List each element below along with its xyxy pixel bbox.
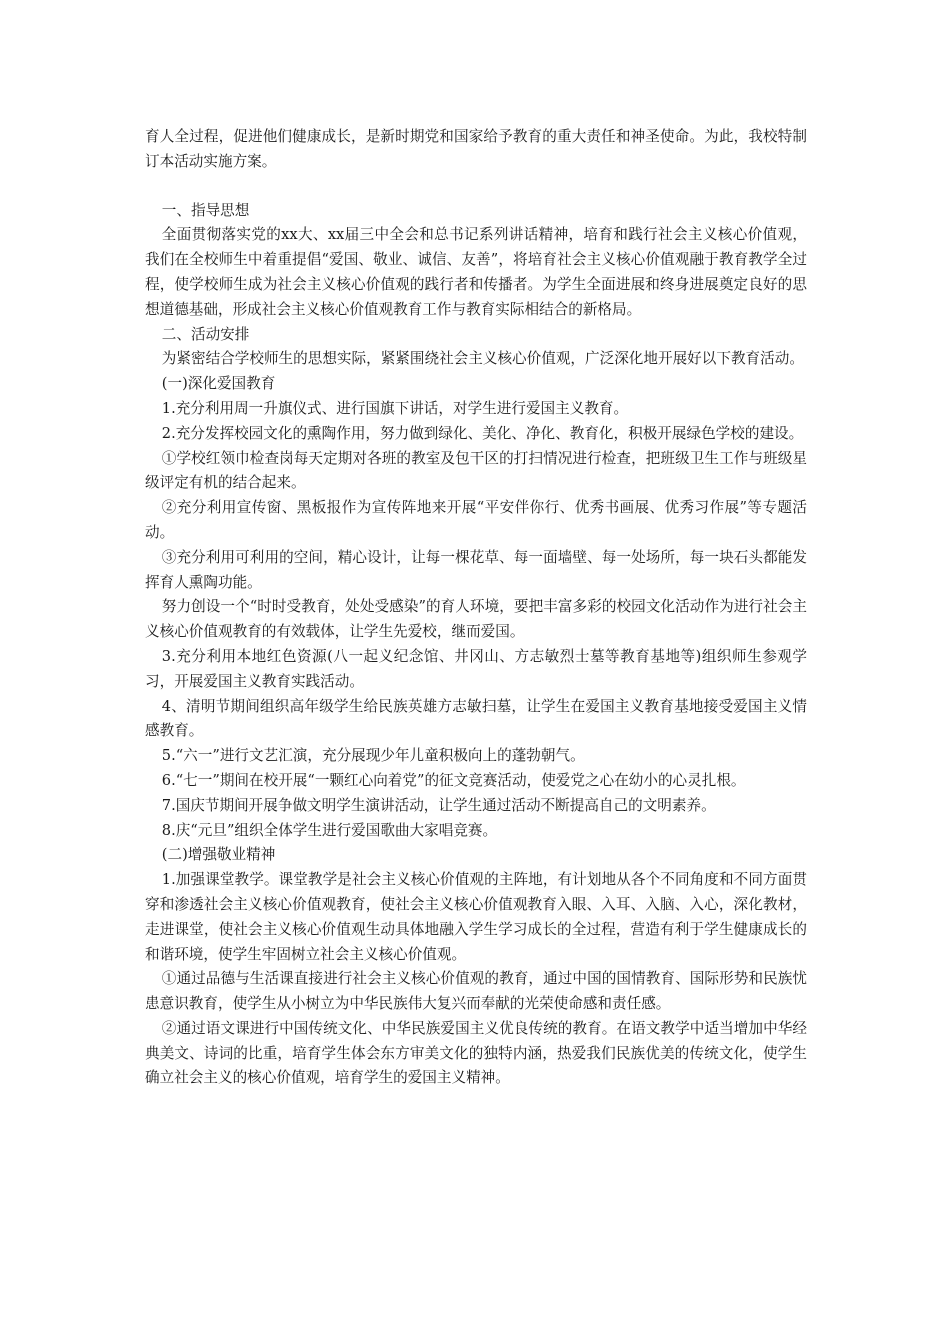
subheading-patriotic-education: (一)深化爱国教育 — [161, 375, 276, 393]
document-page — [145, 125, 807, 1091]
list-item: 3.充分利用本地红色资源(八一起义纪念馆、井冈山、方志敏烈士墓等教育基地等)组织师生参观学习，开展爱国主义教育实践活动。 — [145, 647, 807, 690]
paragraph: 全面贯彻落实党的xx大、xx届三中全会和总书记系列讲话精神，培育和践行社会主义核心价值观，我们在全校师生中着重提倡“爱国、敬业、诚信、友善”，将培育社会主义核心价值观融于教育教学全过程，使学校师生成为社会主义核心价值观的践行者和传播者。为学生全面进展和终身进展奠定良好的思想道德基础，形成社会主义核心价值观教育工作与教育实际相结合的新格局。 — [145, 226, 807, 318]
section-gap — [145, 175, 807, 199]
list-item: 8.庆“元旦”组织全体学生进行爱国歌曲大家唱竞赛。 — [161, 821, 498, 839]
list-item: ②充分利用宣传窗、黑板报作为宣传阵地来开展“平安伴你行、优秀书画展、优秀习作展”等专题活动。 — [145, 499, 807, 541]
intro-paragraph: 育人全过程，促进他们健康成长，是新时期党和国家给予教育的重大责任和神圣使命。为此，我校特制订本活动实施方案。 — [145, 128, 807, 170]
list-item: 6.“七一”期间在校开展“一颗红心向着党”的征文竞赛活动，使爱党之心在幼小的心灵扎根。 — [161, 771, 746, 789]
paragraph: 为紧密结合学校师生的思想实际，紧紧围绕社会主义核心价值观，广泛深化地开展好以下教育活动。 — [161, 350, 804, 368]
list-item: ②通过语文课进行中国传统文化、中华民族爱国主义优良传统的教育。在语文教学中适当增加中华经典美文、诗词的比重，培育学生体会东方审美文化的独特内涵，热爱我们民族优美的传统文化，使学生确立社会主义的核心价值观，培育学生的爱国主义精神。 — [145, 1019, 807, 1087]
list-item: 1.加强课堂教学。课堂教学是社会主义核心价值观的主阵地，有计划地从各个不同角度和不同方面贯穿和渗透社会主义核心价值观教育，使社会主义核心价值观教育入眼、入耳、入脑、入心，深化教材，走进课堂，使社会主义核心价值观生动具体地融入学生学习成长的全过程，营造有利于学生健康成长的和谐环境，使学生牢固树立社会主义核心价值观。 — [145, 871, 807, 963]
list-item: ①通过品德与生活课直接进行社会主义核心价值观的教育，通过中国的国情教育、国际形势和民族忧患意识教育，使学生从小树立为中华民族伟大复兴而奉献的光荣使命感和责任感。 — [145, 970, 807, 1013]
list-item: ③充分利用可利用的空间，精心设计，让每一棵花草、每一面墙壁、每一处场所，每一块石头都能发挥育人熏陶功能。 — [145, 548, 807, 591]
list-item: 1.充分利用周一升旗仪式、进行国旗下讲话，对学生进行爱国主义教育。 — [161, 399, 629, 417]
list-item: ①学校红领巾检查岗每天定期对各班的教室及包干区的打扫情况进行检查，把班级卫生工作与班级星级评定有机的结合起来。 — [145, 449, 807, 492]
list-item: 5.“六一”进行文艺汇演，充分展现少年儿童积极向上的蓬勃朝气。 — [161, 747, 585, 765]
paragraph: 努力创设一个“时时受教育，处处受感染”的育人环境，要把丰富多彩的校园文化活动作为进行社会主义核心价值观教育的有效载体，让学生先爱校，继而爱国。 — [145, 598, 807, 641]
list-item: 2.充分发挥校园文化的熏陶作用，努力做到绿化、美化、净化、教育化，积极开展绿色学校的建设。 — [161, 424, 804, 442]
heading-activity-arrangement: 二、活动安排 — [161, 325, 250, 343]
list-item: 4、清明节期间组织高年级学生给民族英雄方志敏扫墓，让学生在爱国主义教育基地接受爱国主义情感教育。 — [145, 697, 807, 740]
subheading-dedication: (二)增强敬业精神 — [161, 846, 276, 864]
heading-guiding-ideology: 一、指导思想 — [161, 201, 250, 219]
list-item: 7.国庆节期间开展争做文明学生演讲活动，让学生通过活动不断提高自己的文明素养。 — [161, 796, 716, 814]
